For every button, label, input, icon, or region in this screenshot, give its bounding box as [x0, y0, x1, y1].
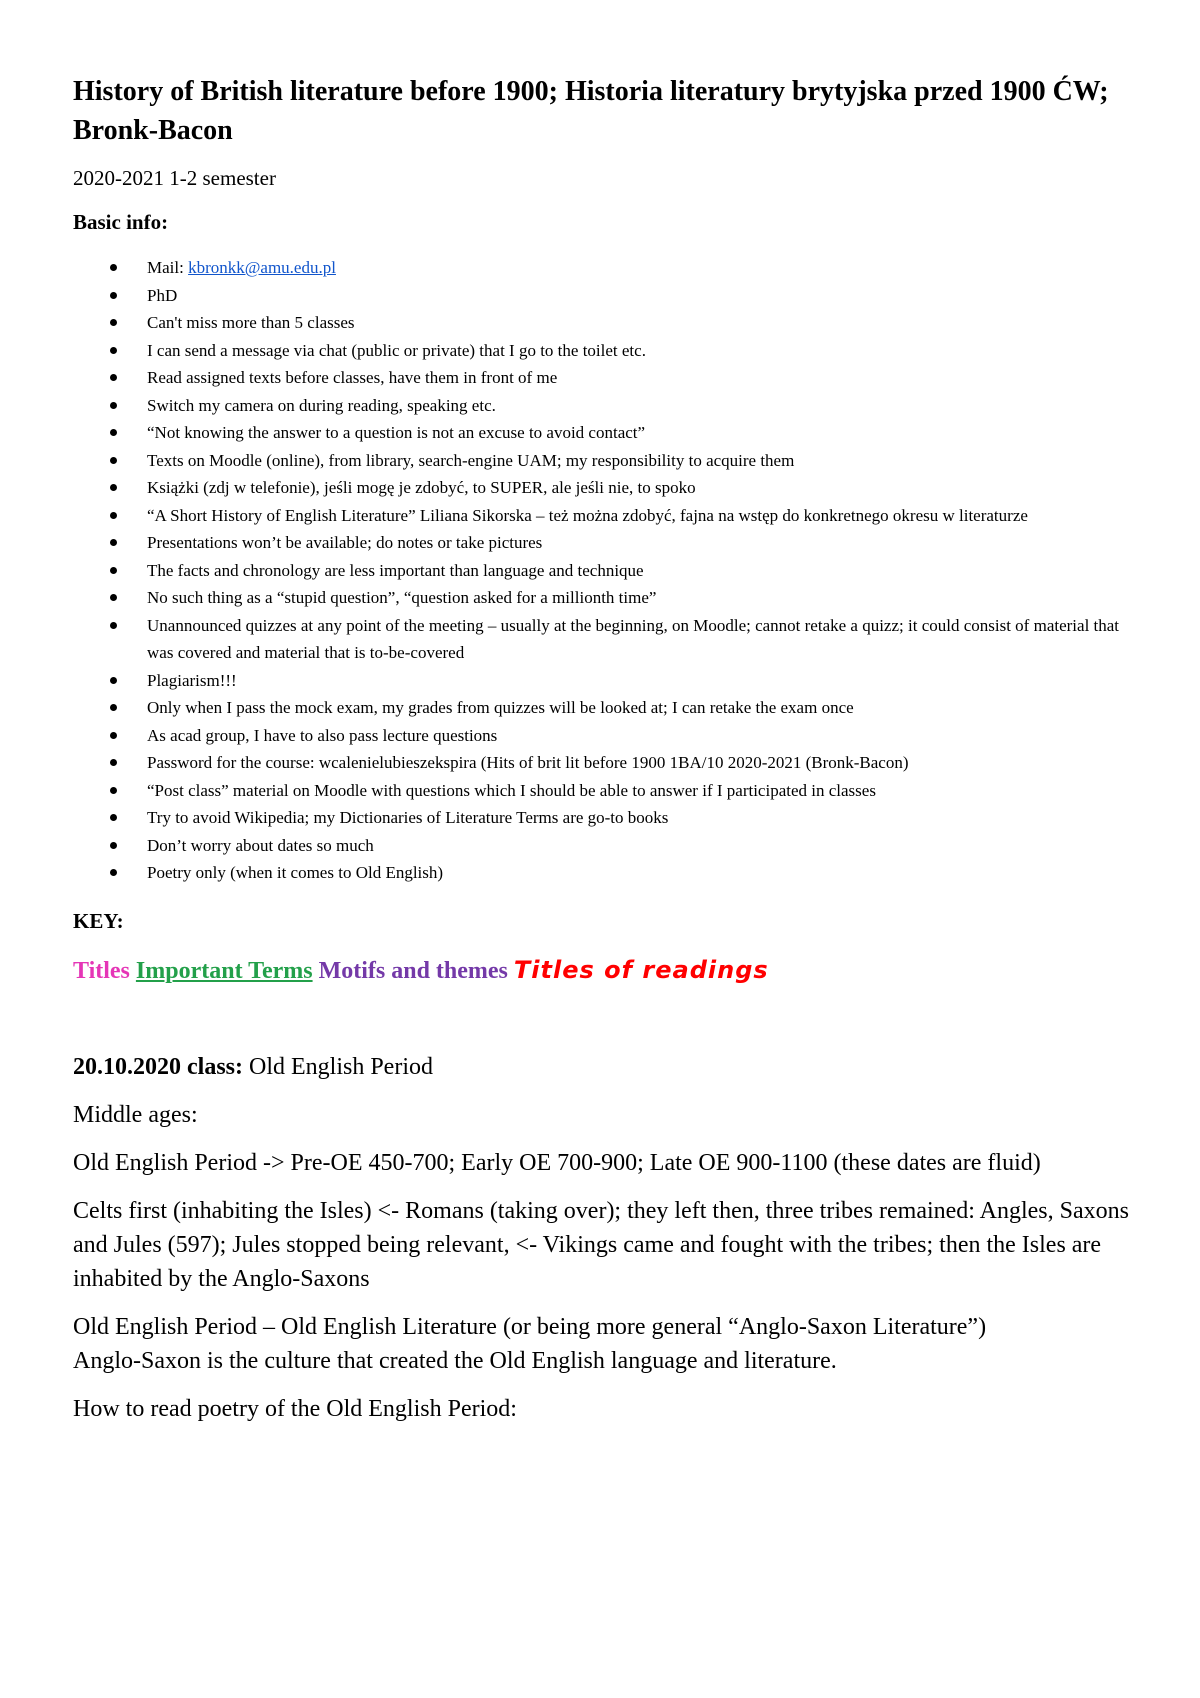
list-item — [73, 419, 1130, 447]
list-item-text: I can send a message via chat (public or private) that I go to the toilet etc. — [147, 340, 646, 360]
semester-line: 2020-2021 1-2 semester — [73, 166, 276, 190]
list-item — [73, 722, 1130, 750]
list-item-text: “Post class” material on Moodle with questions which I should be able to answer if I participated in classes — [147, 780, 876, 800]
list-item-text: PhD — [147, 285, 178, 305]
paragraph: Middle ages: — [73, 1101, 198, 1128]
basic-info-heading: Basic info: — [73, 210, 169, 234]
list-item-text: Texts on Moodle (online), from library, search-engine UAM; my responsibility to acquire them — [147, 450, 795, 470]
list-item-text: Poetry only (when it comes to Old English) — [147, 863, 444, 882]
paragraph: Anglo-Saxon is the culture that created the Old English language and literature. — [73, 1347, 837, 1374]
list-item — [73, 364, 1130, 392]
list-item-text: Can't miss more than 5 classes — [147, 313, 355, 332]
bullet-icon — [110, 347, 117, 354]
list-item — [73, 612, 1130, 667]
mail-label: Mail: — [147, 258, 189, 277]
list-item-text: Presentations won’t be available; do notes or take pictures — [147, 533, 543, 552]
bullet-icon — [110, 457, 117, 464]
list-item — [73, 777, 1130, 805]
list-item — [73, 584, 1130, 612]
list-item-text: As acad group, I have to also pass lecture questions — [147, 725, 498, 745]
list-item — [73, 392, 1130, 420]
list-item-text: “A Short History of English Literature” Liliana Sikorska – też można zdobyć, fajna na wstęp do konkretnego okresu w literaturze — [147, 505, 1028, 525]
key-legend — [73, 953, 1130, 988]
list-item-text: Don’t worry about dates so much — [147, 835, 374, 855]
list-item — [73, 859, 1130, 887]
paragraph: Celts first (inhabiting the Isles) <- Romans (taking over); they left then, three tribes remained: Angles, Saxons and Jules (597); Jules stopped being relevant, <- Vikings came and fought with the tribes; then the Isles are inhabited by the Anglo-Saxons — [73, 1197, 1129, 1292]
bullet-icon — [110, 484, 117, 491]
bullet-icon — [110, 677, 117, 684]
bullet-icon — [110, 594, 117, 601]
list-item — [73, 667, 1130, 695]
key-important-terms: Important Terms — [135, 957, 313, 984]
list-item-text: No such thing as a “stupid question”, “question asked for a millionth time” — [147, 588, 657, 607]
list-item — [73, 447, 1130, 475]
bullet-icon — [110, 292, 117, 299]
list-item — [73, 474, 1130, 502]
list-item — [73, 832, 1130, 860]
class-topic: Old English Period — [243, 1053, 433, 1080]
bullet-icon — [110, 842, 117, 849]
list-item-text: Książki (zdj w telefonie), jeśli mogę je zdobyć, to SUPER, ale jeśli nie, to spoko — [147, 478, 696, 497]
paragraph: Old English Period -> Pre-OE 450-700; Early OE 700-900; Late OE 900-1100 (these dates are fluid) — [73, 1149, 1041, 1176]
list-item — [73, 804, 1130, 832]
list-item — [73, 749, 1130, 777]
email-link[interactable]: kbronkk@amu.edu.pl — [188, 258, 336, 277]
bullet-icon — [110, 814, 117, 821]
bullet-icon — [110, 374, 117, 381]
bullet-icon — [110, 732, 117, 739]
list-item-text: Unannounced quizzes at any point of the meeting – usually at the beginning, on Moodle; cannot retake a quizz; it could consist of material that was covered and material that is to-be-covered — [147, 615, 1120, 662]
bullet-icon — [110, 319, 117, 326]
list-item — [73, 337, 1130, 365]
bullet-icon — [110, 622, 117, 629]
paragraph: Old English Period – Old English Literature (or being more general “Anglo-Saxon Literature”) — [73, 1313, 987, 1340]
key-titles: Titles — [73, 957, 130, 984]
list-item — [73, 309, 1130, 337]
list-item — [73, 557, 1130, 585]
key-titles-of-readings: Titles of readings — [513, 955, 769, 984]
bullet-icon — [110, 429, 117, 436]
bullet-icon — [110, 539, 117, 546]
bullet-icon — [110, 869, 117, 876]
key-heading: KEY: — [73, 908, 124, 933]
bullet-icon — [110, 512, 117, 519]
list-item — [73, 254, 1130, 282]
list-item — [73, 282, 1130, 310]
list-item-text: Plagiarism!!! — [147, 670, 237, 690]
list-item-text: “Not knowing the answer to a question is not an excuse to avoid contact” — [147, 423, 646, 442]
list-item-text: The facts and chronology are less important than language and technique — [147, 560, 644, 580]
list-item-text: Switch my camera on during reading, speaking etc. — [147, 395, 496, 415]
bullet-icon — [110, 402, 117, 409]
list-item — [73, 502, 1130, 530]
list-item-text: Try to avoid Wikipedia; my Dictionaries of Literature Terms are go-to books — [147, 808, 669, 827]
class-date-label: 20.10.2020 class: — [73, 1053, 243, 1080]
basic-info-list — [73, 254, 1130, 887]
key-motifs: Motifs and themes — [318, 957, 508, 984]
list-item-text: Only when I pass the mock exam, my grades from quizzes will be looked at; I can retake the exam once — [147, 698, 854, 717]
list-item-text: Read assigned texts before classes, have them in front of me — [147, 368, 558, 387]
bullet-icon — [110, 787, 117, 794]
list-item — [73, 694, 1130, 722]
bullet-icon — [110, 704, 117, 711]
document-title: History of British literature before 1900; Historia literatury brytyjska przed 1900 ĆW; Bronk-Bacon — [73, 76, 1109, 146]
list-item — [73, 529, 1130, 557]
bullet-icon — [110, 759, 117, 766]
class-heading — [73, 1050, 1130, 1084]
list-item-text: Password for the course: wcalenielubieszekspira (Hits of brit lit before 1900 1BA/10 2020-2021 (Bronk-Bacon) — [147, 753, 909, 772]
bullet-icon — [110, 264, 117, 271]
bullet-icon — [110, 567, 117, 574]
paragraph: How to read poetry of the Old English Period: — [73, 1395, 517, 1422]
